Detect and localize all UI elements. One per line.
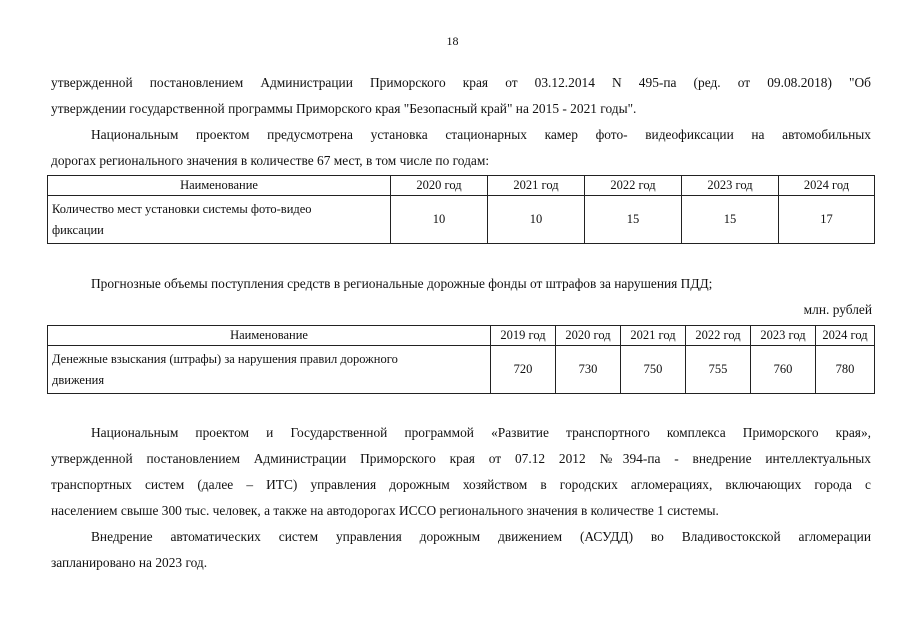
fines-revenue-table xyxy=(47,325,875,394)
table-header-cell: 2024 год xyxy=(816,326,875,346)
table-cell: 10 xyxy=(488,196,585,244)
paragraph-program-reference xyxy=(51,70,871,122)
paragraph-asudd-implementation xyxy=(51,524,871,576)
table-header-cell: 2019 год xyxy=(491,326,556,346)
paragraph-its-implementation xyxy=(51,420,871,524)
row-name-line: фиксации xyxy=(52,222,104,237)
table-row xyxy=(48,196,875,244)
table-cell: 780 xyxy=(816,346,875,394)
row-name-line: Денежные взыскания (штрафы) за нарушения правил дорожного xyxy=(52,351,398,366)
table-cell: 755 xyxy=(686,346,751,394)
paragraph-line: утвержденной постановлением Администрации Приморского края от 03.12.2014 N 495-па (ред. от 09.08.2018) "Об xyxy=(51,75,871,90)
unit-label: млн. рублей xyxy=(803,302,872,317)
table-cell: 10 xyxy=(391,196,488,244)
table-header-cell: 2021 год xyxy=(621,326,686,346)
table-header-row xyxy=(48,176,875,196)
paragraph-line: транспортных систем (далее – ИТС) управления дорожным хозяйством в городских агломерациях, включающих города с xyxy=(51,477,871,492)
paragraph-line: утверждении государственной программы Приморского края "Безопасный край" на 2015 - 2021 годы". xyxy=(51,101,637,116)
table-header-cell: 2023 год xyxy=(751,326,816,346)
table-cell: 15 xyxy=(585,196,682,244)
paragraph-camera-installation xyxy=(51,122,871,174)
table-header-cell: Наименование xyxy=(48,326,491,346)
table-cell: 760 xyxy=(751,346,816,394)
table-cell: 15 xyxy=(682,196,779,244)
row-name-line: Количество мест установки системы фото-видео xyxy=(52,201,312,216)
table-header-cell: 2024 год xyxy=(779,176,875,196)
table-header-cell: 2023 год xyxy=(682,176,779,196)
table-header-cell: 2022 год xyxy=(585,176,682,196)
table-row-name xyxy=(48,196,391,244)
paragraph-line: Национальным проектом и Государственной программой «Развитие транспортного комплекса Приморского края», xyxy=(91,425,871,440)
table-header-row xyxy=(48,326,875,346)
table-header-cell: Наименование xyxy=(48,176,391,196)
table-cell: 17 xyxy=(779,196,875,244)
paragraph-line: Прогнозные объемы поступления средств в региональные дорожные фонды от штрафов за нарушения ПДД; xyxy=(91,276,713,291)
paragraph-line: Внедрение автоматических систем управления дорожным движением (АСУДД) во Владивостокской агломерации xyxy=(91,529,871,544)
paragraph-fines-forecast xyxy=(91,271,871,297)
table-cell: 750 xyxy=(621,346,686,394)
table-header-cell: 2020 год xyxy=(556,326,621,346)
paragraph-line: дорогах регионального значения в количестве 67 мест, в том числе по годам: xyxy=(51,153,490,168)
table-cell: 720 xyxy=(491,346,556,394)
paragraph-line: утвержденной постановлением Администрации Приморского края от 07.12 2012 №394-па - внедрение интеллектуальных xyxy=(51,451,871,466)
table-header-cell: 2020 год xyxy=(391,176,488,196)
table-header-cell: 2021 год xyxy=(488,176,585,196)
paragraph-line: запланировано на 2023 год. xyxy=(51,555,208,570)
table-row-name xyxy=(48,346,491,394)
table-row xyxy=(48,346,875,394)
table-header-cell: 2022 год xyxy=(686,326,751,346)
table-cell: 730 xyxy=(556,346,621,394)
paragraph-line: населением свыше 300 тыс. человек, а также на автодорогах ИССО регионального значения в количестве 1 системы. xyxy=(51,503,719,518)
camera-locations-table xyxy=(47,175,875,244)
row-name-line: движения xyxy=(52,372,105,387)
paragraph-line: Национальным проектом предусмотрена установка стационарных камер фото- видеофиксации на автомобильных xyxy=(91,127,871,142)
page-number: 18 xyxy=(446,34,459,48)
